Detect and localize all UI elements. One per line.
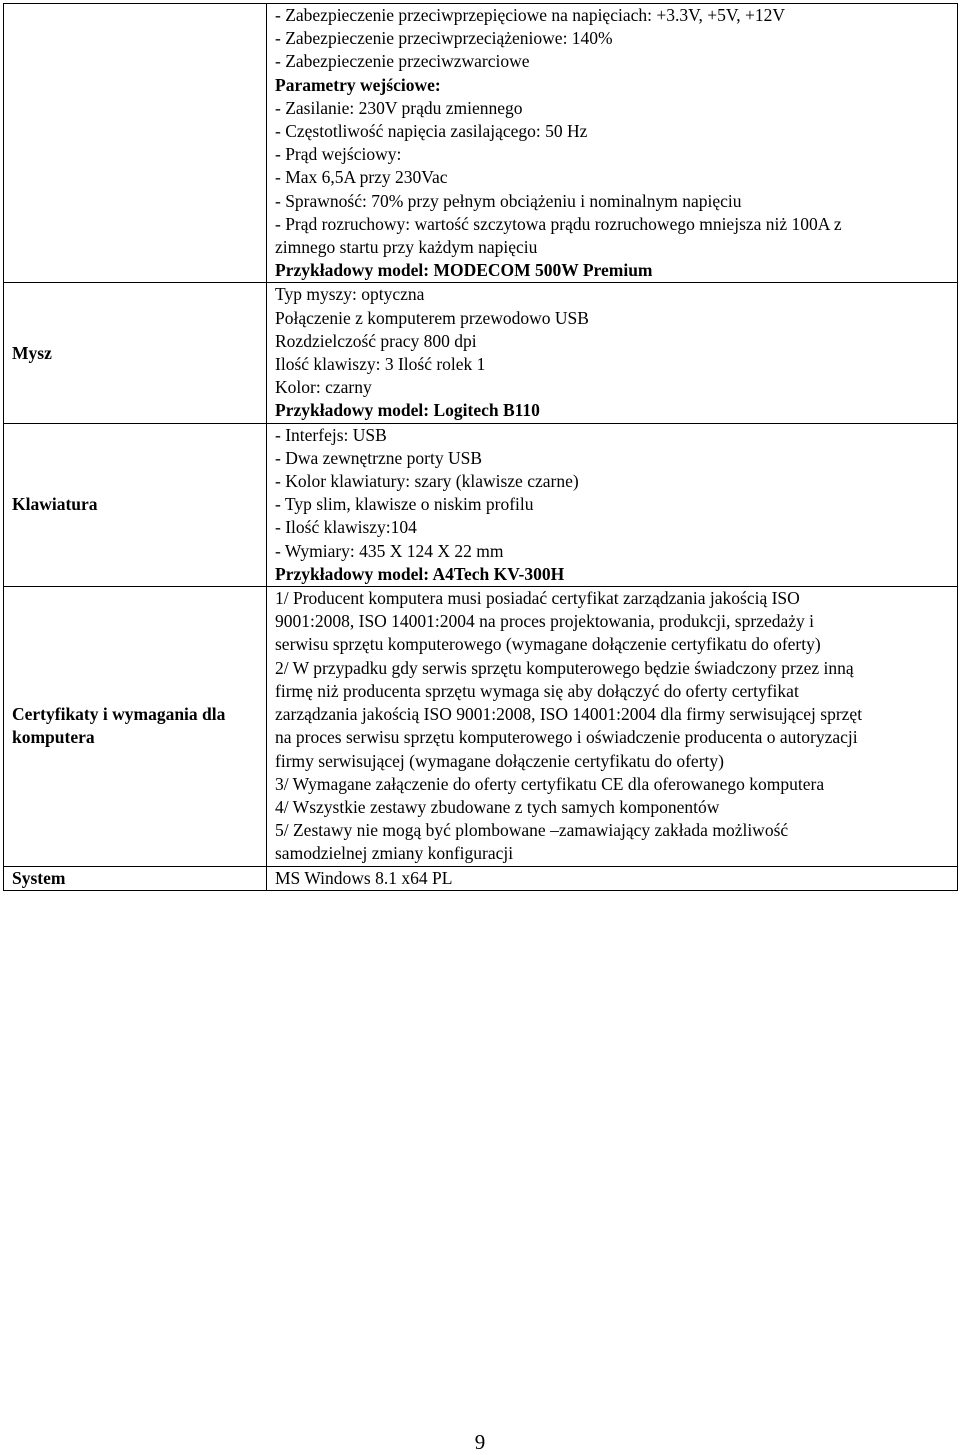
spec-content-cell	[267, 423, 958, 586]
spec-content-cell	[267, 587, 958, 866]
spec-line: Ilość klawiszy: 3 Ilość rolek 1	[275, 354, 486, 375]
spec-line: 4/ Wszystkie zestawy zbudowane z tych samych komponentów	[275, 796, 720, 817]
spec-line: - Zabezpieczenie przeciwprzepięciowe na napięciach: +3.3V, +5V, +12V	[275, 5, 785, 25]
spec-content-cell	[267, 4, 958, 283]
spec-line: 5/ Zestawy nie mogą być plombowane –zamawiający zakłada możliwość	[275, 820, 789, 841]
spec-content-cell	[267, 283, 958, 423]
spec-line: - Wymiary: 435 X 124 X 22 mm	[275, 540, 504, 561]
spec-line: Rozdzielczość pracy 800 dpi	[275, 330, 477, 351]
example-model-line: Przykładowy model: Logitech B110	[275, 400, 540, 421]
spec-line: Połączenie z komputerem przewodowo USB	[275, 307, 589, 328]
spec-label: Certyfikaty i wymagania dla komputera	[12, 704, 226, 748]
spec-line: - Prąd wejściowy:	[275, 144, 402, 165]
spec-label: Klawiatura	[12, 494, 98, 515]
spec-line: zarządzania jakością ISO 9001:2008, ISO 14001:2004 dla firmy serwisującej sprzęt	[275, 704, 863, 725]
spec-line: serwisu sprzętu komputerowego (wymagane dołączenie certyfikatu do oferty)	[275, 634, 821, 655]
spec-row	[4, 283, 958, 423]
spec-line: Kolor: czarny	[275, 377, 372, 398]
spec-label: System	[12, 867, 66, 888]
spec-row	[4, 4, 958, 283]
spec-line: firmy serwisującej (wymagane dołączenie certyfikatu do oferty)	[275, 750, 724, 771]
spec-label-cell	[4, 423, 267, 586]
spec-line: 2/ W przypadku gdy serwis sprzętu komputerowego będzie świadczony przez inną	[275, 657, 854, 678]
spec-label: Mysz	[12, 342, 52, 363]
spec-line: - Typ slim, klawisze o niskim profilu	[275, 494, 534, 515]
page-number: 9	[474, 1430, 486, 1454]
specification-table	[3, 3, 958, 891]
spec-line: - Dwa zewnętrzne porty USB	[275, 447, 483, 468]
spec-line: - Kolor klawiatury: szary (klawisze czarne)	[275, 471, 579, 492]
spec-line: zimnego startu przy każdym napięciu	[275, 237, 538, 258]
spec-line: - Sprawność: 70% przy pełnym obciążeniu i nominalnym napięciu	[275, 190, 742, 211]
spec-row	[4, 423, 958, 586]
spec-line: - Częstotliwość napięcia zasilającego: 50 Hz	[275, 121, 588, 142]
spec-line: - Zabezpieczenie przeciwzwarciowe	[275, 51, 530, 72]
spec-label-cell	[4, 866, 267, 890]
spec-line: - Prąd rozruchowy: wartość szczytowa prądu rozruchowego mniejsza niż 100A z	[275, 213, 842, 234]
spec-label-cell	[4, 4, 267, 283]
example-model-line: Przykładowy model: MODECOM 500W Premium	[275, 260, 653, 281]
spec-line: - Zabezpieczenie przeciwprzeciążeniowe: 140%	[275, 28, 613, 49]
spec-label-cell	[4, 283, 267, 423]
spec-line: MS Windows 8.1 x64 PL	[275, 867, 453, 888]
example-model-line: Parametry wejściowe:	[275, 74, 441, 95]
example-model-line: Przykładowy model: A4Tech KV-300H	[275, 563, 565, 584]
spec-line: 3/ Wymagane załączenie do oferty certyfikatu CE dla oferowanego komputera	[275, 773, 825, 794]
spec-line: samodzielnej zmiany konfiguracji	[275, 843, 514, 864]
spec-line: - Max 6,5A przy 230Vac	[275, 167, 448, 188]
spec-row	[4, 587, 958, 866]
spec-label-cell	[4, 587, 267, 866]
spec-line: 1/ Producent komputera musi posiadać certyfikat zarządzania jakością ISO	[275, 588, 800, 609]
spec-line: Typ myszy: optyczna	[275, 284, 425, 305]
spec-line: firmę niż producenta sprzętu wymaga się aby dołączyć do oferty certyfikat	[275, 680, 799, 701]
spec-line: 9001:2008, ISO 14001:2004 na proces projektowania, produkcji, sprzedaży i	[275, 611, 814, 632]
spec-line: na proces serwisu sprzętu komputerowego i oświadczenie producenta o autoryzacji	[275, 727, 858, 748]
spec-line: - Interfejs: USB	[275, 424, 387, 445]
spec-line: - Ilość klawiszy:104	[275, 517, 417, 538]
spec-content-cell	[267, 866, 958, 890]
spec-row	[4, 866, 958, 890]
specification-table-body	[4, 4, 958, 891]
spec-line: - Zasilanie: 230V prądu zmiennego	[275, 97, 523, 118]
